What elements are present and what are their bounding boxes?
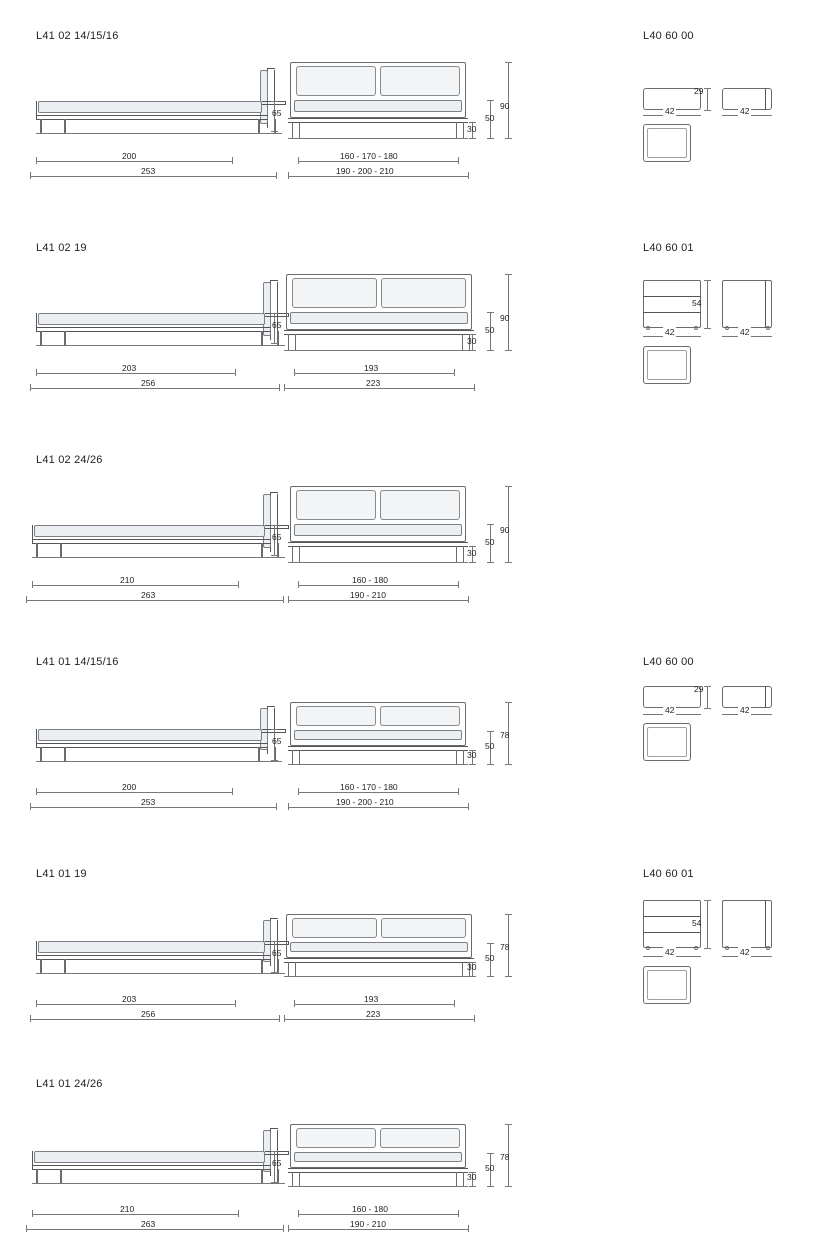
front-view-drawing	[288, 1124, 468, 1200]
dim-depth-inner: 210	[120, 575, 135, 585]
dim-total-height: 90	[500, 101, 510, 111]
dim-width-inner: 193	[364, 363, 379, 373]
product-code: L41 02 24/26	[36, 454, 103, 466]
dim-width-outer: 190 - 210	[350, 1219, 386, 1229]
dim-width-outer: 190 - 200 - 210	[336, 797, 394, 807]
product-row	[0, 424, 833, 632]
side-product-code: L40 60 00	[643, 656, 694, 668]
dim-total-height: 90	[500, 525, 510, 535]
side-view-drawing	[36, 916, 272, 986]
dim-back-height: 50	[485, 325, 495, 335]
dim-total-height: 90	[500, 313, 510, 323]
dim-unit-width-left: 42	[665, 947, 675, 957]
dim-depth-inner: 200	[122, 782, 137, 792]
dim-seat-height: 65	[272, 532, 282, 542]
dim-seat-height-front: 30	[467, 1172, 477, 1182]
dim-seat-height: 65	[272, 108, 282, 118]
side-unit-top-inner	[647, 350, 687, 380]
side-view-drawing	[36, 704, 272, 774]
product-code: L41 01 14/15/16	[36, 656, 119, 668]
dim-seat-height: 65	[272, 948, 282, 958]
dim-back-height: 50	[485, 1163, 495, 1173]
dim-unit-height: 54	[692, 918, 702, 928]
product-code: L41 02 19	[36, 242, 87, 254]
dim-seat-height: 65	[272, 1158, 282, 1168]
side-view-drawing	[36, 278, 272, 358]
product-code: L41 01 19	[36, 868, 87, 880]
dim-back-height: 50	[485, 113, 495, 123]
side-product-code: L40 60 00	[643, 30, 694, 42]
dim-depth-outer: 253	[141, 797, 156, 807]
dim-unit-width-left: 42	[665, 705, 675, 715]
dim-unit-width-right: 42	[740, 327, 750, 337]
dim-unit-width-right: 42	[740, 705, 750, 715]
dim-seat-height-front: 30	[467, 548, 477, 558]
dim-width-outer: 190 - 200 - 210	[336, 166, 394, 176]
dim-unit-height: 29	[694, 86, 704, 96]
dim-depth-inner: 210	[120, 1204, 135, 1214]
dim-depth-inner: 203	[122, 994, 137, 1004]
dim-width-outer: 223	[366, 1009, 381, 1019]
dim-total-height: 78	[500, 1152, 510, 1162]
dim-depth-outer: 263	[141, 590, 156, 600]
dim-width-inner: 193	[364, 994, 379, 1004]
front-view-drawing	[288, 486, 468, 572]
dim-depth-outer: 253	[141, 166, 156, 176]
dim-total-height: 78	[500, 942, 510, 952]
dim-depth-outer: 256	[141, 1009, 156, 1019]
side-product-code: L40 60 01	[643, 868, 694, 880]
dim-back-height: 50	[485, 953, 495, 963]
side-view-drawing	[36, 66, 272, 146]
dim-seat-height: 65	[272, 736, 282, 746]
dim-unit-width-right: 42	[740, 947, 750, 957]
dim-seat-height-front: 30	[467, 336, 477, 346]
dim-depth-inner: 200	[122, 151, 137, 161]
product-row	[0, 0, 833, 208]
dim-seat-height: 65	[272, 320, 282, 330]
front-view-drawing	[284, 274, 477, 360]
product-row	[0, 1050, 833, 1250]
dim-unit-width-right: 42	[740, 106, 750, 116]
dim-back-height: 50	[485, 537, 495, 547]
side-unit-top-inner	[647, 727, 687, 757]
product-row	[0, 212, 833, 420]
dim-seat-height-front: 30	[467, 962, 477, 972]
front-view-drawing	[288, 702, 468, 778]
dim-depth-outer: 263	[141, 1219, 156, 1229]
side-product-code: L40 60 01	[643, 242, 694, 254]
dim-width-inner: 160 - 170 - 180	[340, 782, 398, 792]
product-row	[0, 838, 833, 1046]
side-view-drawing	[32, 1126, 278, 1196]
product-code: L41 01 24/26	[36, 1078, 103, 1090]
dim-seat-height-front: 30	[467, 750, 477, 760]
product-row	[0, 626, 833, 834]
product-code: L41 02 14/15/16	[36, 30, 119, 42]
dim-depth-outer: 256	[141, 378, 156, 388]
dim-depth-inner: 203	[122, 363, 137, 373]
front-view-drawing	[284, 914, 477, 990]
dim-width-inner: 160 - 180	[352, 1204, 388, 1214]
dim-unit-width-left: 42	[665, 327, 675, 337]
dim-back-height: 50	[485, 741, 495, 751]
dim-total-height: 78	[500, 730, 510, 740]
side-view-drawing	[32, 490, 278, 570]
front-view-drawing	[288, 62, 468, 148]
dim-width-outer: 190 - 210	[350, 590, 386, 600]
side-unit-top-inner	[647, 128, 687, 158]
dim-unit-height: 54	[692, 298, 702, 308]
dim-unit-width-left: 42	[665, 106, 675, 116]
dim-seat-height-front: 30	[467, 124, 477, 134]
dim-unit-height: 29	[694, 684, 704, 694]
dim-width-inner: 160 - 180	[352, 575, 388, 585]
dim-width-outer: 223	[366, 378, 381, 388]
side-unit-top-inner	[647, 970, 687, 1000]
dim-width-inner: 160 - 170 - 180	[340, 151, 398, 161]
